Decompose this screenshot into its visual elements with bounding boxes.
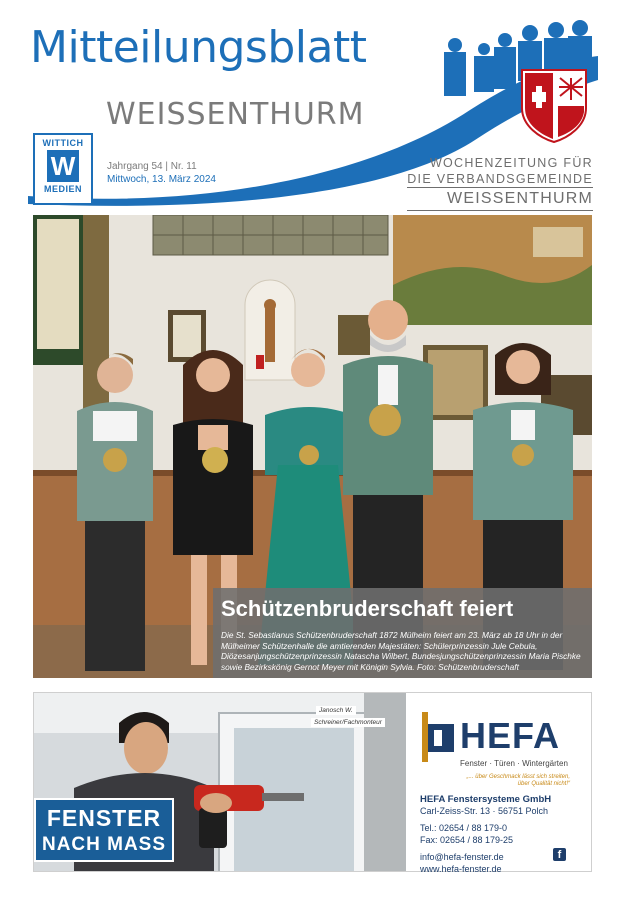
ad-person-job: Schreiner/Fachmonteur xyxy=(311,718,385,727)
hefa-slogan: „... über Geschmack lässt sich streiten, über Qualität nicht!“ xyxy=(466,774,570,787)
hefa-email[interactable]: info@hefa-fenster.de xyxy=(420,852,504,862)
issue-date: Mittwoch, 13. März 2024 xyxy=(107,174,216,185)
cover-story-caption-box xyxy=(213,588,592,678)
hefa-company: HEFA Fenstersysteme GmbH xyxy=(420,794,552,805)
coat-of-arms-icon xyxy=(522,70,586,142)
hefa-address: Carl-Zeiss-Str. 13 · 56751 Polch xyxy=(420,805,549,816)
issue-info xyxy=(107,160,216,186)
fenster-banner xyxy=(34,798,174,862)
facebook-icon[interactable]: f xyxy=(553,848,566,861)
publisher-logo-top: WITTICH xyxy=(42,138,84,148)
publisher-logo-bottom: MEDIEN xyxy=(43,184,82,194)
tagline-line-1: WOCHENZEITUNG FÜR xyxy=(429,156,593,170)
hefa-brand: HEFA xyxy=(460,715,561,756)
cover-story-headline: Schützenbruderschaft feiert xyxy=(221,596,514,621)
hefa-web[interactable]: www.hefa-fenster.de xyxy=(420,863,502,874)
ad-person-name: Janosch W. xyxy=(316,706,356,715)
hefa-contact xyxy=(420,794,551,875)
cover-story-caption: Die St. Sebastianus Schützenbruderschaft 1872 Mülheim feiert am 23. März ab 18 Uhr in der Mülheimer Schützenhalle die amtierenden Majestäten: Schülerprinzessin Jule Cebula, Diözesanjungschützenprinzessin Natascha Wilbert, Bundesjungschützenprinzessin Maria Pischke sowie Bezirkskönig Gernot Meyer mit Königin Sylvia. Foto: Schützenbruderschaft xyxy=(221,630,581,672)
publisher-logo-mark: W xyxy=(47,150,79,182)
newspaper-title: Mitteilungsblatt xyxy=(30,22,367,73)
publisher-logo xyxy=(33,133,93,205)
hefa-fax: Fax: 02654 / 88 179-25 xyxy=(420,834,514,845)
masthead xyxy=(0,0,625,215)
tagline-line-3: WEISSENTHURM xyxy=(407,188,593,211)
fenster-banner-line-1: FENSTER xyxy=(46,805,162,831)
tagline xyxy=(407,155,593,211)
newspaper-subtitle: WEISSENTHURM xyxy=(106,97,365,132)
volume-line: Jahrgang 54 | Nr. 11 xyxy=(107,161,197,172)
hefa-phone[interactable]: Tel.: 02654 / 88 179-0 xyxy=(420,823,508,833)
fenster-banner-line-2: NACH MASS xyxy=(41,834,167,855)
hefa-brand-sub: Fenster · Türen · Wintergärten xyxy=(460,759,568,768)
tagline-line-2: DIE VERBANDSGEMEINDE xyxy=(407,172,593,186)
